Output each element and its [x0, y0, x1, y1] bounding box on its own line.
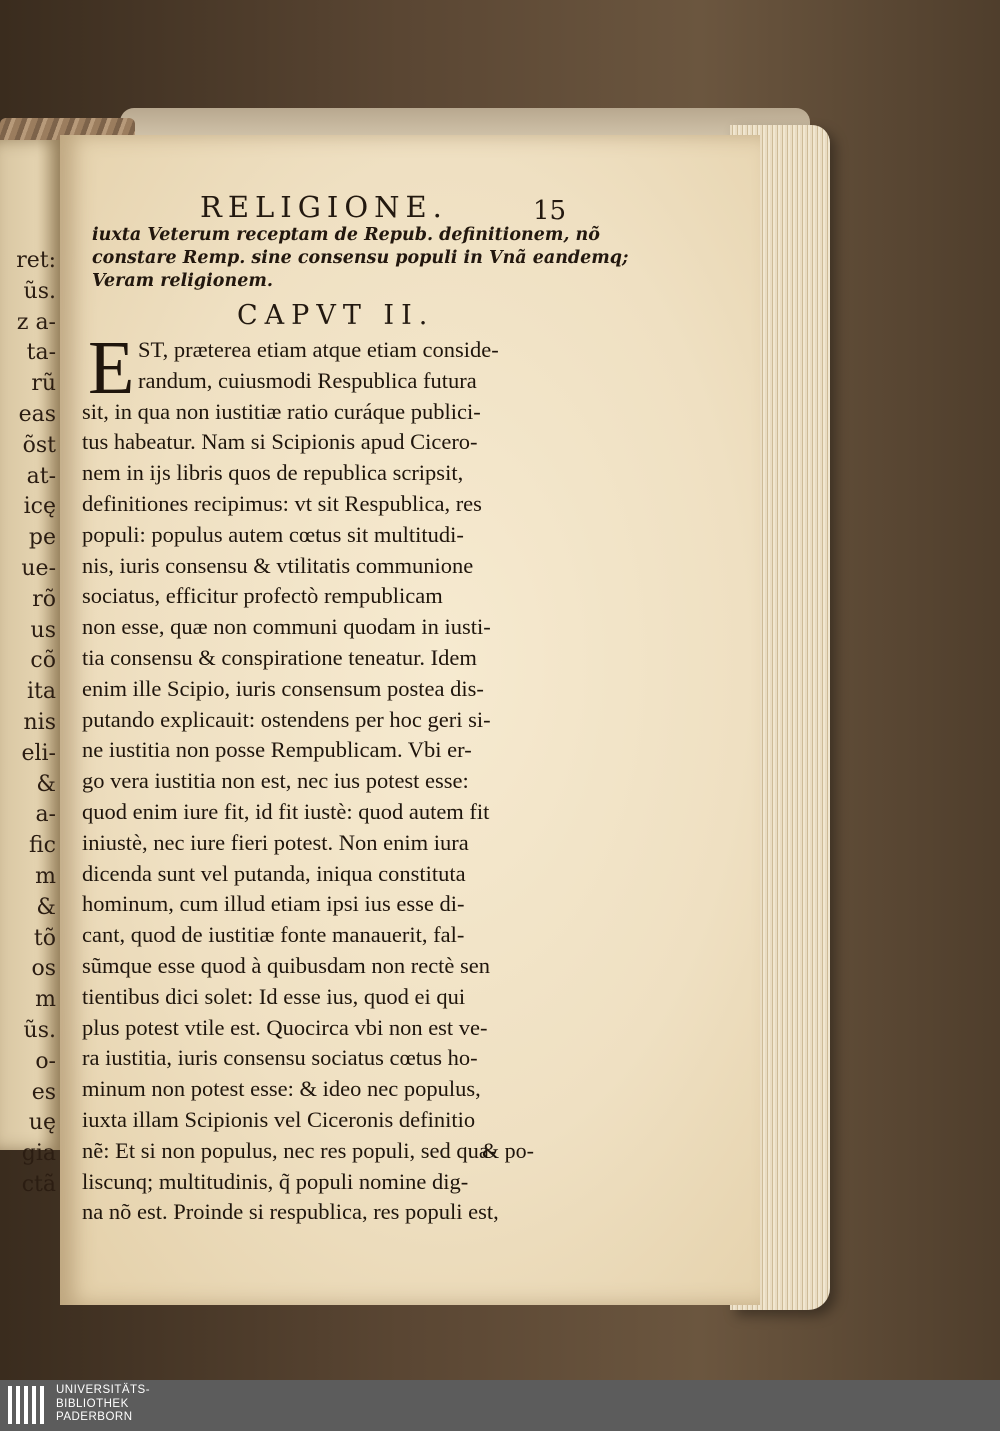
- library-name: [56, 1384, 150, 1425]
- left-page-fragment: &: [36, 771, 56, 797]
- body-line: quod enim iure fit, id fit iustè: quod autem fit: [82, 798, 490, 824]
- left-page-fragment: rõ: [32, 586, 56, 612]
- library-name-line: PADERBORN: [56, 1411, 133, 1423]
- left-page-fragment: gia: [21, 1141, 56, 1167]
- left-page-fragment: ue-: [21, 556, 56, 581]
- left-page-fragment: eli-: [21, 740, 56, 766]
- body-line: populi: populus autem cœtus sit multitudi-: [82, 521, 464, 547]
- left-page-fragment: at-: [26, 463, 56, 489]
- body-text: [82, 335, 572, 1228]
- summary-line: constare Remp. sine consensu populi in Vnã eandemq;: [92, 248, 629, 268]
- body-line: liscunq; multitudinis, q̃ populi nomine dig-: [82, 1168, 469, 1194]
- body-line: randum, cuiusmodi Respublica futura: [138, 367, 477, 393]
- body-line: hominum, cum illud etiam ipsi ius esse di-: [82, 891, 465, 917]
- body-line: putando explicauit: ostendens per hoc geri si-: [82, 706, 491, 732]
- left-page-fragment: eas: [18, 402, 56, 427]
- left-page-fragment: o-: [35, 1048, 56, 1074]
- left-page-edge: [0, 140, 62, 1197]
- left-page-fragment: rũ: [31, 371, 56, 397]
- left-page-fragment: ũs.: [23, 278, 56, 304]
- left-page-fragment: pe: [28, 525, 56, 551]
- left-page-fragment: icę: [23, 494, 56, 520]
- body-line: dicenda sunt vel putanda, iniqua constituta: [82, 860, 466, 886]
- left-page-fragment: ita: [27, 679, 56, 705]
- left-page-fragment: uę: [28, 1110, 56, 1136]
- catchword: & po-: [482, 1138, 534, 1163]
- left-page-fragment: ta-: [26, 340, 56, 366]
- summary-line: Veram religionem.: [92, 271, 273, 291]
- body-line: na nõ est. Proinde si respublica, res populi est,: [82, 1199, 499, 1225]
- body-line: sociatus, efficitur profectò rempublicam: [82, 583, 443, 609]
- left-page-fragment: m: [35, 864, 56, 889]
- left-page-fragment: tõ: [33, 925, 56, 951]
- left-page-fragment: ũs.: [23, 1018, 56, 1043]
- drop-cap: E: [88, 326, 135, 410]
- body-line: sũmque esse quod à quibusdam non rectè sen: [82, 952, 491, 978]
- left-page-fragment: es: [31, 1079, 56, 1105]
- left-page-fragment: a-: [35, 802, 56, 828]
- body-line: ra iustitia, iuris consensu sociatus cœtus ho-: [82, 1045, 478, 1071]
- library-footer: [0, 1380, 1000, 1431]
- left-page-fragment: fic: [29, 833, 56, 859]
- body-line: iuxta illam Scipionis vel Ciceronis definitio: [82, 1106, 476, 1132]
- body-line: ST, præterea etiam atque etiam conside-: [138, 337, 499, 362]
- body-line: definitiones recipimus: vt sit Respublica, res: [82, 490, 482, 516]
- left-page-fragment: cõ: [30, 648, 56, 674]
- chapter-title: CAPVT II.: [237, 300, 435, 331]
- library-name-line: UNIVERSITÄTS-: [56, 1384, 151, 1396]
- left-page-fragment: os: [31, 956, 56, 982]
- body-line: nis, iuris consensu & vtilitatis communione: [82, 552, 474, 578]
- summary-line: iuxta Veterum receptam de Repub. definitionem, nõ: [92, 225, 600, 245]
- body-line: tientibus dici solet: Id esse ius, quod ei qui: [82, 983, 466, 1009]
- body-line: tia consensu & conspiratione teneatur. Idem: [82, 644, 477, 670]
- body-line: iniustè, nec iure fieri potest. Non enim iura: [82, 829, 469, 855]
- body-line: cant, quod de iustitiæ fonte manauerit, fal-: [82, 922, 465, 948]
- chapter-summary: [92, 224, 629, 293]
- body-line: nem in ijs libris quos de republica scripsit,: [82, 460, 464, 486]
- library-name-line: BIBLIOTHEK: [56, 1397, 129, 1410]
- left-page-fragment: nis: [23, 710, 56, 735]
- body-line: non esse, quæ non communi quodam in iusti-: [82, 614, 491, 640]
- left-page-fragment: õst: [22, 432, 56, 458]
- body-line: plus potest vtile est. Quocirca vbi non est ve-: [82, 1014, 488, 1040]
- body-line: nẽ: Et si non populus, nec res populi, sed qua-: [82, 1137, 497, 1163]
- body-line: enim ille Scipio, iuris consensum postea dis-: [82, 675, 484, 701]
- left-page-fragment: &: [36, 894, 56, 920]
- left-page-fragment: z a-: [16, 309, 56, 335]
- left-page-fragment: ret:: [16, 248, 56, 273]
- running-head: RELIGIONE.: [200, 190, 448, 224]
- page-number: 15: [533, 196, 567, 226]
- body-line: go vera iustitia non est, nec ius potest esse:: [82, 768, 469, 794]
- left-page-fragment: ctã: [21, 1172, 56, 1197]
- library-logo-icon: [8, 1386, 48, 1424]
- body-line: ne iustitia non posse Rempublicam. Vbi er-: [82, 737, 472, 763]
- body-line: tus habeatur. Nam si Scipionis apud Cicero-: [82, 429, 478, 455]
- body-line: minum non potest esse: & ideo nec populus,: [82, 1076, 481, 1102]
- left-page-fragment: m: [35, 987, 56, 1013]
- left-page-fragment: us: [30, 617, 56, 643]
- body-line: sit, in qua non iustitiæ ratio curáque publici-: [82, 398, 481, 424]
